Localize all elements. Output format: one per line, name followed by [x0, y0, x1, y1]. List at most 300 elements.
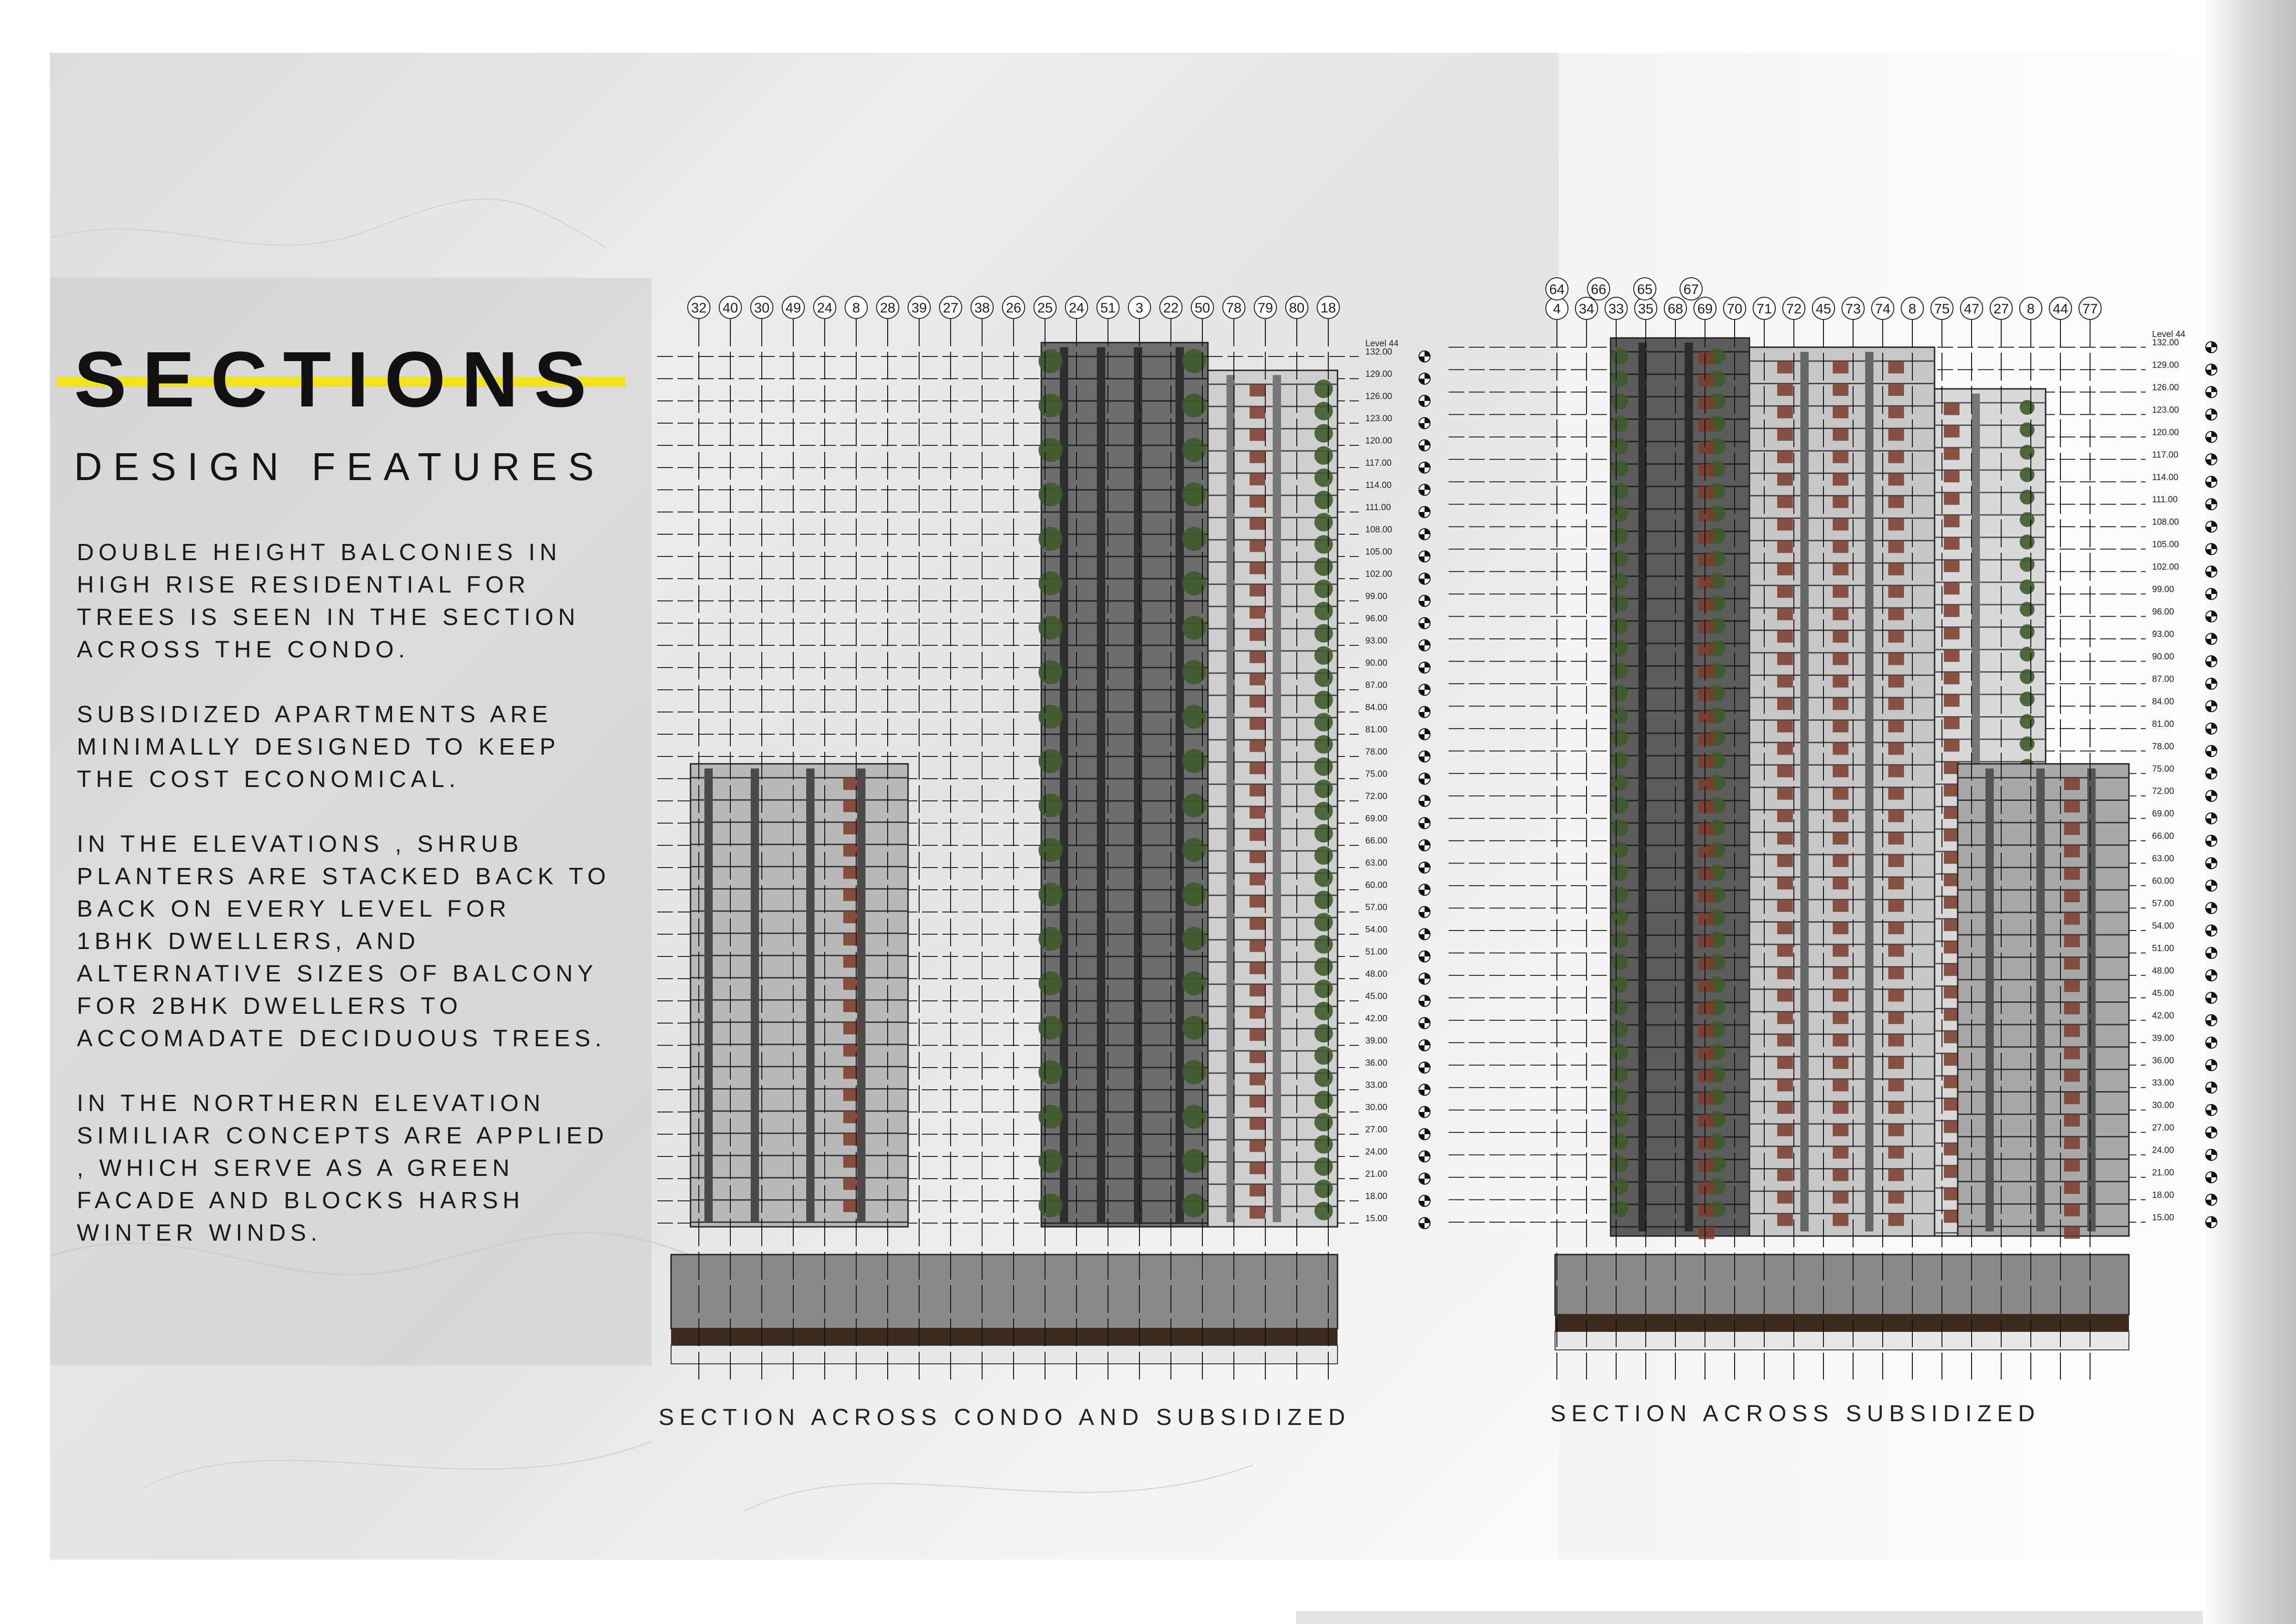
basement-parking: [1555, 1331, 2129, 1350]
level-marker-icon: [1419, 773, 1430, 784]
level-elevation-label: 48.00: [2152, 966, 2174, 976]
paragraph-subsidized: SUBSIDIZED APARTMENTS ARE MINIMALLY DESIGNED TO KEEP THE COST ECONOMICAL.: [77, 701, 560, 792]
balcony-railing: [1250, 651, 1265, 663]
grid-bubble-label: 8: [1908, 301, 1916, 317]
balcony-railing: [1250, 1006, 1265, 1018]
level-elevation-label: 87.00: [1365, 681, 1388, 690]
tree-planter: [1314, 1002, 1333, 1020]
level-marker-icon: [2206, 700, 2217, 712]
tree-planter: [2020, 490, 2035, 505]
level-elevation-label: 15.00: [1365, 1214, 1388, 1224]
level-elevation-label: 57.00: [2152, 899, 2174, 909]
level-marker-icon: [1419, 1018, 1430, 1029]
grid-bubble-label: 34: [1579, 301, 1594, 317]
tree-planter: [1612, 618, 1628, 634]
tree-planter: [1612, 505, 1628, 522]
balcony-railing: [1944, 403, 1960, 415]
balcony-railing: [1833, 1056, 1848, 1069]
grid-bubble-label: 79: [1257, 300, 1273, 316]
grid-bubble-label: 27: [1993, 301, 2009, 317]
tree-planter: [2020, 535, 2035, 550]
balcony-railing: [2064, 1181, 2080, 1194]
level-elevation-label: 69.00: [2152, 809, 2174, 819]
balcony-railing: [1888, 877, 1904, 890]
tree-planter: [1314, 735, 1333, 754]
level-marker-icon: [1419, 951, 1430, 962]
balcony-railing: [1833, 473, 1848, 486]
level-elevation-label: 93.00: [1365, 636, 1388, 646]
grid-bubble-label: 70: [1727, 301, 1742, 317]
balcony-railing: [1888, 765, 1904, 777]
level-elevation-label: 114.00: [2152, 472, 2178, 482]
balcony-railing: [1833, 1079, 1848, 1092]
tree-planter: [2020, 557, 2035, 572]
grid-bubble-label: 18: [1320, 300, 1336, 316]
section-linework: [657, 296, 1430, 1384]
tree-planter: [1314, 491, 1333, 509]
tree-planter: [1314, 691, 1333, 709]
basement-slab: [671, 1329, 1338, 1345]
level-marker-icon: [2206, 880, 2217, 891]
balcony-railing: [1777, 586, 1793, 598]
balcony-railing: [1699, 1002, 1714, 1015]
tree-planter: [1314, 1202, 1333, 1220]
balcony-railing: [1699, 374, 1714, 387]
level-elevation-label: 78.00: [1365, 747, 1388, 757]
caption-section-subsidized: SECTION ACROSS SUBSIDIZED: [1550, 1400, 2041, 1426]
tree-planter: [2020, 445, 2035, 460]
level-elevation-label: 102.00: [1365, 569, 1393, 579]
title-block: [74, 333, 620, 426]
level-elevation-label: 114.00: [1365, 481, 1392, 490]
tree-planter: [1039, 1060, 1063, 1084]
level-marker-icon: [2206, 858, 2217, 869]
level-elevation-label: 30.00: [1365, 1103, 1388, 1112]
balcony-railing: [1777, 967, 1793, 979]
level-marker-icon: [1419, 1195, 1430, 1206]
basement-parking: [671, 1345, 1338, 1364]
level-elevation-label: 66.00: [1365, 836, 1388, 846]
tree-planter: [2020, 602, 2035, 617]
balcony-railing: [1888, 1191, 1904, 1204]
level-marker-icon: [2206, 723, 2217, 734]
grid-bubble-label: 39: [911, 300, 927, 316]
balcony-railing: [1250, 606, 1265, 618]
level-elevation-label: 84.00: [1365, 703, 1388, 712]
balcony-railing: [1777, 944, 1793, 957]
grid-bubble-label: 65: [1637, 282, 1653, 297]
balcony-railing: [1777, 810, 1793, 822]
balcony-railing: [1777, 765, 1793, 777]
grid-bubble-label: 4: [1553, 301, 1561, 317]
tree-planter: [2020, 422, 2035, 437]
balcony-railing: [1777, 563, 1793, 575]
balcony-railing: [1777, 698, 1793, 710]
balcony-railing: [1699, 554, 1714, 566]
balcony-railing: [2064, 1092, 2080, 1104]
balcony-railing: [1888, 810, 1904, 822]
level-marker-icon: [2206, 970, 2217, 981]
grid-bubble-label: 51: [1100, 300, 1116, 316]
grid-bubble-label: 73: [1845, 301, 1861, 317]
grid-bubble-label: 72: [1786, 301, 1802, 317]
level-elevation-label: 39.00: [1365, 1036, 1388, 1046]
level-elevation-label: 99.00: [1365, 592, 1388, 601]
paragraph-balconies: DOUBLE HEIGHT BALCONIES IN HIGH RISE RESIDENTIAL FOR TREES IS SEEN IN THE SECTION ACROSS THE CONDO.: [77, 539, 580, 662]
tree-planter: [1314, 468, 1333, 487]
balcony-railing: [1833, 810, 1848, 822]
tree-planter: [1039, 793, 1063, 818]
facade-column: [1097, 347, 1105, 1222]
level-elevation-label: 120.00: [1365, 436, 1393, 446]
level-marker-icon: [2206, 1149, 2217, 1161]
level-elevation-label: 24.00: [1365, 1147, 1388, 1157]
balcony-railing: [1250, 1118, 1265, 1130]
level-elevation-label: 21.00: [2152, 1168, 2174, 1178]
balcony-railing: [1699, 1115, 1714, 1127]
balcony-railing: [1777, 675, 1793, 687]
level-elevation-label: 63.00: [1365, 858, 1388, 868]
balcony-railing: [1250, 962, 1265, 974]
balcony-railing: [1699, 1092, 1714, 1105]
balcony-railing: [1699, 397, 1714, 409]
balcony-railing: [1699, 352, 1714, 364]
balcony-railing: [1699, 464, 1714, 476]
level-marker-icon: [1419, 529, 1430, 540]
balcony-railing: [1888, 855, 1904, 867]
balcony-railing: [2064, 1137, 2080, 1149]
tree-planter: [2020, 669, 2035, 684]
tree-planter: [1612, 528, 1628, 544]
level-elevation-label: 111.00: [2152, 495, 2178, 505]
balcony-railing: [1699, 442, 1714, 454]
balcony-railing: [1699, 890, 1714, 903]
balcony-railing: [1944, 694, 1960, 707]
balcony-railing: [1250, 1162, 1265, 1174]
level-marker-icon: [2206, 992, 2217, 1003]
tree-planter: [2020, 714, 2035, 729]
balcony-railing: [1777, 1169, 1793, 1181]
balcony-railing: [1833, 899, 1848, 912]
balcony-railing: [1699, 1160, 1714, 1172]
level-marker-icon: [2206, 903, 2217, 914]
balcony-railing: [1699, 643, 1714, 656]
grid-bubble-label: 27: [943, 300, 958, 316]
level-marker-icon: [1419, 1173, 1430, 1184]
tree-planter: [1612, 1178, 1628, 1195]
balcony-railing: [1777, 541, 1793, 553]
grid-bubble-label: 47: [1964, 301, 1979, 317]
balcony-railing: [1777, 1034, 1793, 1047]
level-elevation-label: 102.00: [2152, 562, 2179, 572]
balcony-railing: [1699, 913, 1714, 925]
balcony-railing: [1777, 1101, 1793, 1114]
level-elevation-label: 117.00: [2152, 450, 2178, 460]
level-elevation-label: 90.00: [1365, 658, 1388, 668]
level-marker-icon: [1419, 995, 1430, 1006]
tree-planter: [1612, 415, 1628, 432]
balcony-railing: [1888, 1101, 1904, 1114]
balcony-railing: [1777, 989, 1793, 1002]
balcony-railing: [1888, 563, 1904, 575]
level-elevation-label: 96.00: [1365, 614, 1388, 624]
grid-bubble-label: 38: [974, 300, 990, 316]
level-elevation-label: 63.00: [2152, 854, 2174, 864]
balcony-railing: [1699, 868, 1714, 881]
level-elevation-label: 18.00: [2152, 1190, 2174, 1200]
balcony-railing: [1250, 984, 1265, 996]
level-elevation-label: 126.00: [1365, 392, 1393, 401]
balcony-railing: [1888, 922, 1904, 935]
level-elevation-label: 27.00: [2152, 1123, 2174, 1133]
level-marker-icon: [1419, 706, 1430, 718]
tree-planter: [1612, 842, 1628, 858]
level-elevation-label: 45.00: [1365, 992, 1388, 1001]
tree-planter: [2020, 400, 2035, 415]
balcony-railing: [1777, 743, 1793, 755]
level-marker-icon: [2206, 342, 2217, 353]
balcony-railing: [1777, 406, 1793, 418]
tree-planter: [1612, 438, 1628, 455]
grid-bubble-label: 24: [1069, 300, 1084, 316]
level-marker-icon: [1419, 640, 1430, 651]
balcony-railing: [1777, 1214, 1793, 1226]
level-marker-icon: [1419, 440, 1430, 451]
grid-bubble-label: 8: [2027, 301, 2035, 317]
level-elevation-label: 42.00: [1365, 1014, 1388, 1024]
balcony-railing: [2064, 845, 2080, 857]
balcony-railing: [1888, 1012, 1904, 1024]
balcony-railing: [1833, 653, 1848, 665]
balcony-railing: [1777, 428, 1793, 441]
tree-planter: [1612, 550, 1628, 567]
balcony-railing: [1699, 509, 1714, 521]
tree-planter: [1612, 1021, 1628, 1038]
balcony-railing: [1944, 425, 1960, 437]
balcony-railing: [1833, 383, 1848, 396]
balcony-railing: [1699, 621, 1714, 634]
tree-planter: [2020, 580, 2035, 594]
tree-planter: [1612, 909, 1628, 926]
level-elevation-label: 120.00: [2152, 427, 2179, 437]
level-marker-icon: [1419, 729, 1430, 740]
level-elevation-label: 48.00: [1365, 969, 1388, 979]
tree-planter: [1314, 380, 1333, 398]
balcony-railing: [1777, 922, 1793, 935]
level-marker-icon: [1419, 418, 1430, 429]
level-elevation-label: 51.00: [1365, 947, 1388, 957]
balcony-railing: [1944, 717, 1960, 729]
balcony-railing: [2064, 957, 2080, 970]
tree-planter: [1314, 824, 1333, 843]
balcony-railing: [1833, 765, 1848, 777]
balcony-railing: [1699, 531, 1714, 544]
level-marker-icon: [2206, 835, 2217, 846]
balcony-railing: [1944, 672, 1960, 685]
level-elevation-label: 54.00: [1365, 925, 1388, 935]
level-marker-icon: [2206, 656, 2217, 667]
balcony-railing: [1833, 1101, 1848, 1114]
level-elevation-label: 24.00: [2152, 1145, 2174, 1156]
level-elevation-label: 60.00: [1365, 881, 1388, 890]
level-elevation-label: 105.00: [1365, 547, 1393, 557]
grid-bubble-label: 32: [691, 300, 707, 316]
level-elevation-label: 27.00: [1365, 1125, 1388, 1135]
balcony-railing: [1833, 989, 1848, 1002]
tree-planter: [1612, 1088, 1628, 1105]
tree-planter: [1314, 602, 1333, 620]
tree-planter: [1314, 913, 1333, 931]
balcony-railing: [1699, 1227, 1714, 1239]
level-marker-icon: [2206, 678, 2217, 689]
podium: [671, 1255, 1338, 1329]
balcony-railing: [1699, 733, 1714, 746]
grid-bubble-label: 40: [722, 300, 738, 316]
balcony-railing: [1888, 899, 1904, 912]
balcony-railing: [1833, 1214, 1848, 1226]
level-marker-icon: [2206, 1217, 2217, 1228]
facade-column: [1134, 347, 1142, 1222]
level-marker-icon: [1419, 1106, 1430, 1118]
tree-planter: [1612, 640, 1628, 656]
balcony-railing: [1250, 718, 1265, 730]
balcony-railing: [1888, 541, 1904, 553]
balcony-railing: [1888, 586, 1904, 598]
tree-planter: [1314, 424, 1333, 443]
balcony-railing: [1833, 1124, 1848, 1137]
balcony-railing: [1699, 599, 1714, 611]
balcony-railing: [1699, 1047, 1714, 1060]
tree-planter: [1314, 780, 1333, 798]
level-marker-icon: [2206, 925, 2217, 936]
level-marker-icon: [1419, 929, 1430, 940]
balcony-railing: [1250, 540, 1265, 552]
balcony-railing: [1833, 361, 1848, 374]
balcony-railing: [2064, 1002, 2080, 1015]
balcony-railing: [1944, 448, 1960, 460]
balcony-railing: [2064, 912, 2080, 925]
grid-bubble-label: 24: [817, 300, 833, 316]
tree-planter: [1314, 891, 1333, 909]
balcony-railing: [1699, 1070, 1714, 1082]
balcony-railing: [1250, 784, 1265, 796]
balcony-railing: [1888, 631, 1904, 643]
level-elevation-label: 90.00: [2152, 652, 2174, 662]
level-elevation-label: 87.00: [2152, 674, 2174, 684]
level-marker-icon: [1419, 818, 1430, 829]
tree-planter: [1314, 1068, 1333, 1087]
balcony-railing: [1888, 653, 1904, 665]
balcony-railing: [1250, 673, 1265, 685]
balcony-railing: [1888, 1214, 1904, 1226]
grid-bubble-label: 66: [1591, 282, 1606, 297]
balcony-railing: [1888, 451, 1904, 463]
balcony-railing: [2064, 800, 2080, 812]
balcony-railing: [1777, 451, 1793, 463]
balcony-railing: [1833, 496, 1848, 508]
tree-planter: [1314, 868, 1333, 887]
level-marker-icon: [1419, 684, 1430, 695]
level-marker-icon: [1419, 395, 1430, 406]
tree-planter: [1314, 557, 1333, 576]
tree-planter: [1612, 460, 1628, 477]
level-elevation-label: 57.00: [1365, 903, 1388, 912]
grid-bubble-label: 77: [2082, 301, 2098, 317]
level-elevation-label: 132.00: [2152, 338, 2179, 348]
grid-bubble-label: 33: [1608, 301, 1624, 317]
facade-column: [1060, 347, 1068, 1222]
tree-planter: [1314, 513, 1333, 531]
balcony-railing: [1833, 428, 1848, 441]
balcony-railing: [1250, 562, 1265, 574]
balcony-railing: [1777, 1012, 1793, 1024]
balcony-railing: [1250, 740, 1265, 752]
facade-column: [2087, 768, 2096, 1231]
grid-bubble-label: 8: [852, 300, 860, 316]
balcony-railing: [1250, 451, 1265, 463]
tree-planter: [1612, 730, 1628, 746]
balcony-railing: [1944, 515, 1960, 527]
balcony-railing: [2064, 1159, 2080, 1172]
balcony-railing: [1833, 1169, 1848, 1181]
balcony-railing: [1777, 855, 1793, 867]
balcony-railing: [2064, 1226, 2080, 1239]
tree-planter: [1314, 624, 1333, 643]
level-marker-icon: [2206, 1105, 2217, 1116]
balcony-railing: [1777, 518, 1793, 531]
tree-planter: [1612, 797, 1628, 813]
balcony-railing: [1250, 829, 1265, 841]
balcony-railing: [1777, 787, 1793, 800]
level-marker-icon: [2206, 409, 2217, 420]
balcony-railing: [1833, 698, 1848, 710]
balcony-railing: [1250, 1206, 1265, 1218]
tree-planter: [1314, 1180, 1333, 1198]
balcony-railing: [1250, 1095, 1265, 1107]
subsidized-block: [691, 764, 908, 1227]
balcony-railing: [1888, 698, 1904, 710]
balcony-railing: [1888, 1124, 1904, 1137]
level-marker-icon: [1419, 484, 1430, 495]
balcony-railing: [1699, 935, 1714, 948]
tree-planter: [1039, 571, 1063, 595]
balcony-railing: [2064, 823, 2080, 835]
tree-planter: [1612, 819, 1628, 836]
tree-planter: [1314, 980, 1333, 998]
tree-planter: [2020, 647, 2035, 662]
balcony-railing: [1699, 419, 1714, 431]
tree-planter: [1314, 846, 1333, 865]
balcony-railing: [1888, 361, 1904, 374]
balcony-railing: [1777, 496, 1793, 508]
facade-column: [1985, 768, 1994, 1231]
level-marker-icon: [2206, 364, 2217, 375]
tree-planter: [1039, 838, 1063, 862]
tree-planter: [2020, 737, 2035, 751]
level-elevation-label: 30.00: [2152, 1100, 2174, 1111]
balcony-railing: [1699, 711, 1714, 723]
level-elevation-label: 18.00: [1365, 1192, 1388, 1201]
tree-planter: [1314, 1135, 1333, 1154]
level-elevation-label: 129.00: [1365, 369, 1393, 379]
grid-bubble-label: 44: [2053, 301, 2068, 317]
level-elevation-label: 36.00: [2152, 1056, 2174, 1066]
balcony-railing: [1833, 743, 1848, 755]
balcony-railing: [1833, 944, 1848, 957]
level-elevation-label: 54.00: [2152, 921, 2174, 931]
tree-planter: [1612, 348, 1628, 365]
balcony-railing: [1699, 1025, 1714, 1037]
